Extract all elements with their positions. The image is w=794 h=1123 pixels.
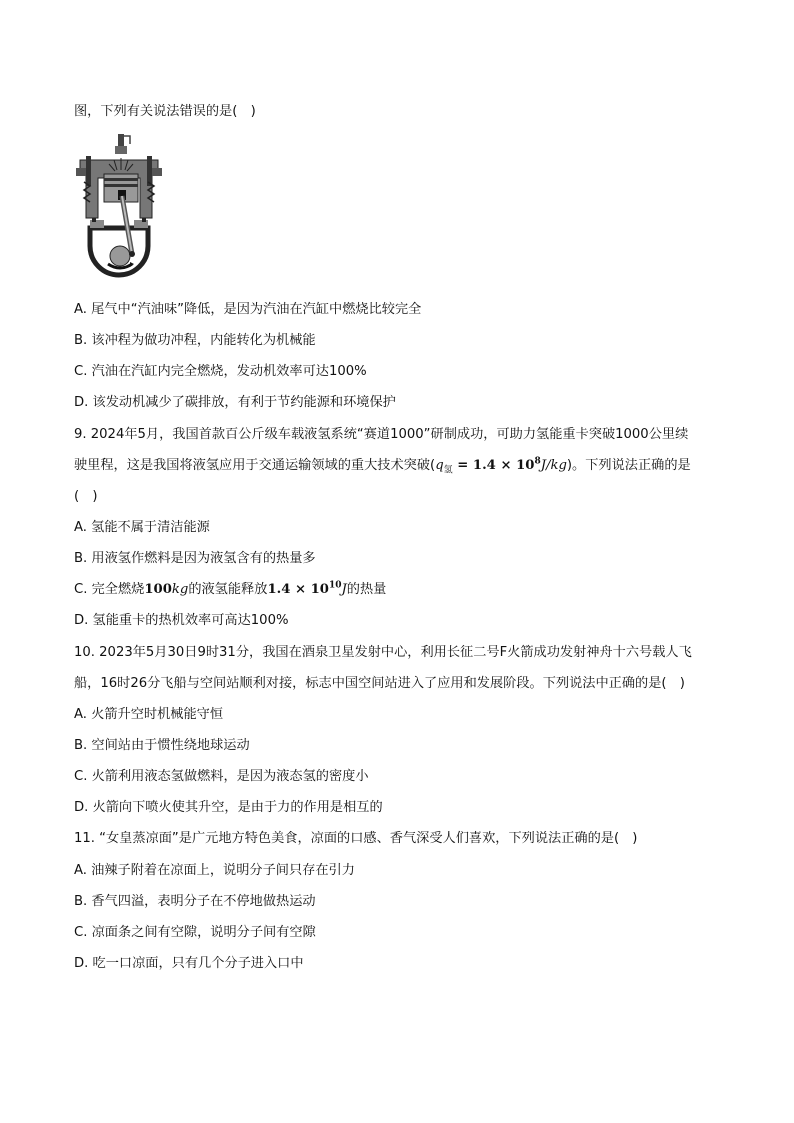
- q8-option-c: C. 汽油在汽缸内完全燃烧，发动机效率可达100%: [74, 364, 367, 379]
- q10-stem-line2: 船，16时26分飞船与空间站顺利对接，标志中国空间站进入了应用和发展阶段。下列说法中正确的是( ): [74, 676, 685, 691]
- q10-option-a: A. 火箭升空时机械能守恒: [74, 707, 224, 722]
- q9-option-c-J: J: [341, 582, 347, 597]
- q11-option-c: C. 凉面条之间有空隙，说明分子间有空隙: [74, 925, 316, 940]
- q10-stem-line1: 10. 2023年5月30日9时31分，我国在酒泉卫星发射中心，利用长征二号F火箭成功发射神舟十六号载人飞: [74, 645, 692, 660]
- q8-option-a: A. 尾气中“汽油味”降低，是因为汽油在汽缸中燃烧比较完全: [74, 302, 422, 317]
- q9-stem-line2: [74, 456, 691, 476]
- q9-formula-exp: 8: [534, 456, 541, 467]
- q8-option-b: B. 该冲程为做功冲程，内能转化为机械能: [74, 333, 316, 348]
- q9-stem-line1: 9. 2024年5月，我国首款百公斤级车载液氢系统“赛道1000”研制成功，可助力氢能重卡突破1000公里续: [74, 427, 689, 442]
- q9-option-c-num: 100: [144, 582, 172, 597]
- q8-option-d: D. 该发动机减少了碳排放，有利于节约能源和环境保护: [74, 395, 396, 410]
- q9-stem-line2-text: 驶里程，这是我国将液氢应用于交通运输领域的重大技术突破(: [74, 458, 436, 473]
- q9-option-d: D. 氢能重卡的热机效率可高达100%: [74, 613, 289, 628]
- q9-formula-eq: = 1.4 × 10: [452, 458, 535, 473]
- q9-option-c-pre: C. 完全燃烧: [74, 582, 145, 597]
- q9-formula-unit: J/kg: [540, 458, 567, 473]
- q9-option-a: A. 氢能不属于清洁能源: [74, 520, 210, 535]
- q9-option-c-val: 1.4 × 10: [267, 582, 329, 597]
- q9-stem-line2-end: )。下列说法正确的是: [566, 458, 691, 473]
- q11-option-d: D. 吃一口凉面，只有几个分子进入口中: [74, 956, 304, 971]
- q10-option-c: C. 火箭利用液态氢做燃料，是因为液态氢的密度小: [74, 769, 369, 784]
- q11-stem: 11. “女皇蒸凉面”是广元地方特色美食，凉面的口感、香气深受人们喜欢，下列说法正确的是( ): [74, 831, 638, 846]
- q9-stem-line3: ( ): [74, 489, 98, 504]
- engine-stroke-figure: [74, 132, 164, 290]
- q9-option-c-unit: kg: [171, 582, 189, 597]
- q9-formula-q: q: [435, 458, 444, 473]
- q9-option-c: [74, 580, 386, 600]
- q10-option-b: B. 空间站由于惯性绕地球运动: [74, 738, 250, 753]
- q10-option-d: D. 火箭向下喷火使其升空，是由于力的作用是相互的: [74, 800, 383, 815]
- q9-option-c-exp: 10: [328, 580, 342, 591]
- q11-option-b: B. 香气四溢，表明分子在不停地做热运动: [74, 894, 316, 909]
- q9-option-c-mid: 的液氢能释放: [188, 582, 268, 597]
- q9-option-b: B. 用液氢作燃料是因为液氢含有的热量多: [74, 551, 316, 566]
- q8-stem-tail: 图，下列有关说法错误的是( ): [74, 104, 256, 119]
- q9-option-c-post: 的热量: [346, 582, 387, 597]
- q11-option-a: A. 油辣子附着在凉面上，说明分子间只存在引力: [74, 863, 355, 878]
- q9-formula-sub: 氢: [443, 465, 453, 476]
